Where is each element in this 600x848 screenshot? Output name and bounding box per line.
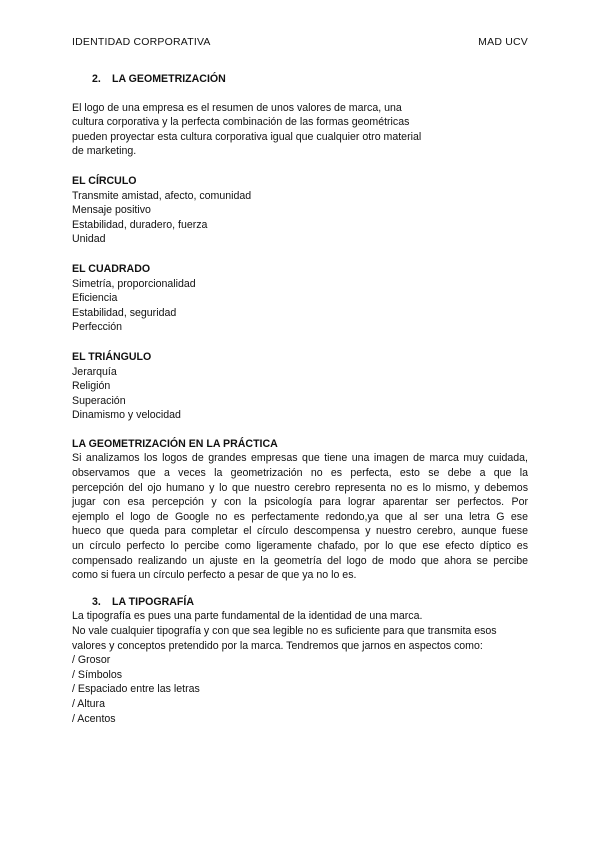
list-item: Mensaje positivo <box>72 204 151 217</box>
list-item: / Símbolos <box>72 668 123 681</box>
practice-paragraph <box>72 451 528 582</box>
list-item: Superación <box>72 394 126 407</box>
typography-aspects-list <box>72 653 528 726</box>
intro-line: El logo de una empresa es el resumen de unos valores de marca, una <box>72 101 402 114</box>
paragraph-line: percepción del ojo humano y lo que nuestro cerebro representa no es lo mismo, y debemos <box>72 481 528 494</box>
list-item: Simetría, proporcionalidad <box>72 277 196 290</box>
list-item: Religión <box>72 380 111 393</box>
paragraph-line: La tipografía es pues una parte fundamental de la identidad de una marca. <box>72 610 423 623</box>
section-3-paragraph <box>72 609 528 653</box>
triangle-heading: EL TRIÁNGULO <box>72 350 152 363</box>
circle-list <box>72 189 528 247</box>
header-title: IDENTIDAD CORPORATIVA <box>72 36 211 48</box>
list-item: Jerarquía <box>72 365 117 378</box>
list-item: Eficiencia <box>72 292 118 305</box>
list-item: / Acentos <box>72 712 116 725</box>
section-2-number: 2. <box>92 73 101 85</box>
practice-heading: LA GEOMETRIZACIÓN EN LA PRÁCTICA <box>72 437 278 450</box>
section-2-title: LA GEOMETRIZACIÓN <box>112 73 226 85</box>
list-item: Unidad <box>72 233 106 246</box>
paragraph-line: valores y conceptos pretendido por la marca. Tendremos que jarnos en aspectos como: <box>72 639 483 652</box>
header-course: MAD UCV <box>478 36 528 48</box>
paragraph-line: compensado realizando un ajuste en la geometría del logo de modo que ahora se percibe <box>72 554 528 567</box>
triangle-list <box>72 365 528 423</box>
document-body <box>72 72 528 726</box>
section-3-number: 3. <box>92 595 101 608</box>
list-item: Estabilidad, seguridad <box>72 306 177 319</box>
paragraph-line: Si analizamos los logos de grandes empresas que tiene una imagen de marca muy cuidada, <box>72 452 528 465</box>
section-3-heading <box>92 595 528 610</box>
square-list <box>72 277 528 335</box>
intro-line: cultura corporativa y la perfecta combinación de las formas geométricas <box>72 116 410 129</box>
square-heading: EL CUADRADO <box>72 262 151 275</box>
paragraph-line: hueco que queda para completar el círculo descompensa y nuestro cerebro, aunque fuese <box>72 525 528 538</box>
list-item: Transmite amistad, afecto, comunidad <box>72 189 252 202</box>
section-3-title: LA TIPOGRAFÍA <box>112 595 194 608</box>
paragraph-line: jugar con esa percepción y con la psicología para lograr aparentar ser perfectos. Por <box>72 496 528 509</box>
list-item: / Espaciado entre las letras <box>72 683 200 696</box>
paragraph-line: ejemplo el logo de Google no es perfectamente redondo,ya que al ser una letra G ese <box>72 510 528 523</box>
section-2-heading <box>92 72 528 87</box>
paragraph-line: un círculo perfecto lo percibe como ligeramente chafado, por lo que ese efecto díptico es <box>72 540 528 553</box>
circle-heading: EL CÍRCULO <box>72 174 137 187</box>
list-item: / Altura <box>72 697 105 710</box>
list-item: Dinamismo y velocidad <box>72 409 181 422</box>
intro-line: pueden proyectar esta cultura corporativa igual que cualquier otro material <box>72 130 422 143</box>
paragraph-line: No vale cualquier tipografía y con que sea legible no es suficiente para que transmita esos <box>72 625 497 637</box>
section-2-intro <box>72 101 447 159</box>
paragraph-line: como si fuera un círculo perfecto a pesar de que ya no lo es. <box>72 569 357 582</box>
list-item: Perfección <box>72 321 123 334</box>
intro-line: de marketing. <box>72 145 137 158</box>
list-item: Estabilidad, duradero, fuerza <box>72 218 208 231</box>
paragraph-line: observamos que a veces la geometrización no es perfecta, esto se debe a que la <box>72 467 528 480</box>
list-item: / Grosor <box>72 654 111 667</box>
